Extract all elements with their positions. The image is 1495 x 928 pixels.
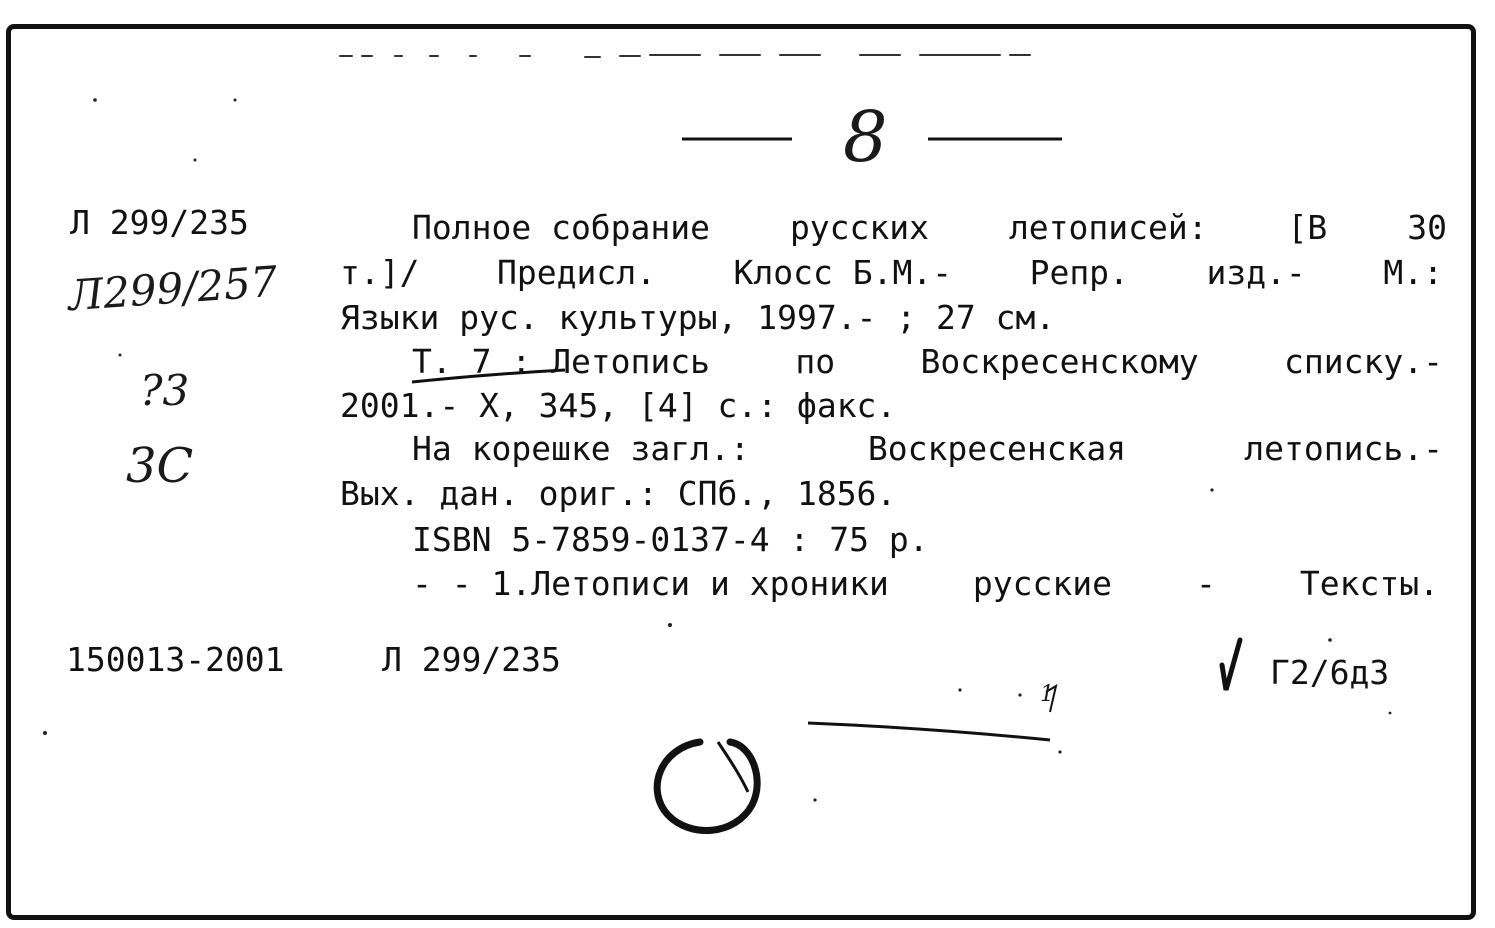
body-line-5: 2001.- X, 345, [4] с.: факс. (340, 386, 897, 425)
body-line-4-word: Т. 7 : Летопись (412, 342, 711, 381)
body-line-2-word: Клосс Б.М.- (733, 253, 953, 292)
body-line-1 (412, 208, 1447, 247)
page-number: 8 (843, 96, 888, 178)
isbn-line: ISBN 5-7859-0137-4 : 75 р. (412, 520, 929, 559)
body-line-6-word: летопись.- (1244, 429, 1443, 468)
body-line-1-word: 30 (1407, 208, 1447, 247)
footer-shelf-mark: Л 299/235 (382, 640, 561, 679)
subject-line-word: Тексты. (1299, 564, 1439, 603)
subject-line (412, 564, 1439, 603)
body-line-1-word: русских (789, 208, 930, 247)
handwritten-shelf-mark: Л299/257 (66, 256, 279, 321)
body-line-2-word: изд.- (1206, 253, 1306, 292)
body-line-7: Вых. дан. ориг.: СПб., 1856. (340, 474, 897, 513)
body-line-1-word: Полное собрание (412, 208, 711, 247)
handwritten-code-1: ?3 (140, 366, 190, 415)
shelf-mark: Л 299/235 (70, 203, 249, 242)
body-line-2-word: Предисл. (497, 253, 656, 292)
classification-index: Г2/6д3 (1270, 653, 1390, 692)
body-line-3: Языки рус. культуры, 1997.- ; 27 см. (340, 298, 1056, 337)
body-line-1-word: летописей: (1008, 208, 1208, 247)
body-line-6-word: На корешке загл.: (412, 429, 750, 468)
body-line-4-word: Воскресенскому (920, 342, 1199, 381)
subject-line-word: - (1196, 564, 1216, 603)
body-line-2-word: т.]/ (340, 253, 420, 292)
body-line-1-word: [В (1287, 208, 1328, 247)
body-line-6 (412, 429, 1443, 468)
handwritten-mark: 1 (1040, 682, 1054, 707)
body-line-4-word: по (795, 342, 836, 381)
subject-line-word: - - 1.Летописи и хроники (412, 564, 889, 603)
catalog-card (6, 24, 1476, 920)
body-line-6-word: Воскресенская (867, 429, 1127, 468)
body-line-2-word: М.: (1383, 253, 1443, 292)
subject-line-word: русские (972, 564, 1112, 603)
handwritten-code-2: 3С (126, 438, 194, 494)
body-line-4 (412, 342, 1443, 381)
body-line-2 (340, 253, 1443, 292)
record-number: 150013-2001 (66, 640, 285, 679)
body-line-4-word: списку.- (1284, 342, 1443, 381)
body-line-2-word: Репр. (1029, 253, 1129, 292)
